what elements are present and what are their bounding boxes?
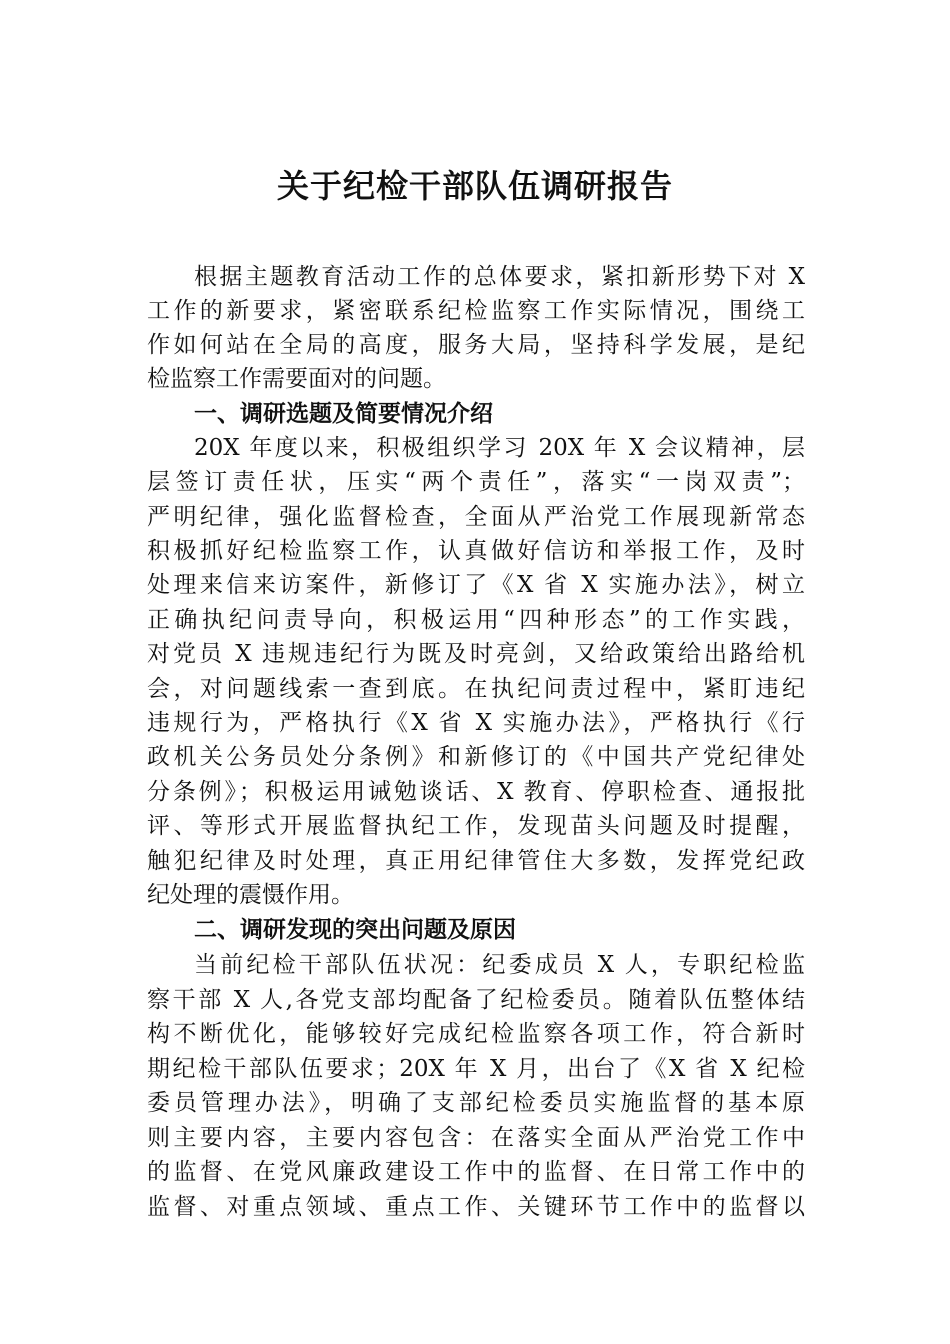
- section2-line-5: 委员管理办法》，明确了支部纪检委员实施监督的基本原: [147, 1090, 805, 1116]
- section2-line-1: 当前纪检干部队伍状况：纪委成员 X 人，专职纪检监: [194, 952, 805, 978]
- section2-line-7: 的监督、在党风廉政建设工作中的监督、在日常工作中的: [147, 1159, 805, 1185]
- section1-line-9: 违规行为，严格执行《X 省 X 实施办法》，严格执行《行: [147, 710, 805, 736]
- section2-line-8: 监督、对重点领域、重点工作、关键环节工作中的监督以: [147, 1194, 805, 1220]
- section1-line-12: 评、等形式开展监督执纪工作，发现苗头问题及时提醒，: [147, 813, 805, 839]
- section2-line-3: 构不断优化，能够较好完成纪检监察各项工作，符合新时: [147, 1021, 805, 1047]
- intro-line-1: 根据主题教育活动工作的总体要求，紧扣新形势下对 X: [194, 264, 805, 290]
- section2-line-4: 期纪检干部队伍要求；20X 年 X 月，出台了《X 省 X 纪检: [147, 1056, 805, 1082]
- section1-line-5: 处理来信来访案件，新修订了《X 省 X 实施办法》，树立: [147, 572, 805, 598]
- intro-line-2: 工作的新要求，紧密联系纪检监察工作实际情况，围绕工: [147, 298, 805, 324]
- section1-heading: 一、调研选题及简要情况介绍: [194, 400, 493, 427]
- section1-line-7: 对党员 X 违规违纪行为既及时亮剑，又给政策给出路给机: [147, 641, 805, 667]
- section1-line-2: 层签订责任状，压实“两个责任”，落实“一岗双责”；: [147, 469, 805, 495]
- section1-line-4: 积极抓好纪检监察工作，认真做好信访和举报工作，及时: [147, 538, 805, 564]
- section1-line-13: 触犯纪律及时处理，真正用纪律管住大多数，发挥党纪政: [147, 848, 805, 874]
- section1-line-11: 分条例》；积极运用诫勉谈话、X 教育、停职检查、通报批: [147, 779, 805, 805]
- section1-line-6: 正确执纪问责导向，积极运用“四种形态”的工作实践，: [147, 607, 805, 633]
- section1-line-14: 纪处理的震慑作用。: [147, 882, 354, 908]
- intro-line-4: 检监察工作需要面对的问题。: [147, 366, 446, 392]
- section1-line-1: 20X 年度以来，积极组织学习 20X 年 X 会议精神，层: [194, 435, 805, 461]
- section2-line-2: 察干部 X 人,各党支部均配备了纪检委员。随着队伍整体结: [147, 987, 805, 1013]
- section2-heading: 二、调研发现的突出问题及原因: [194, 916, 516, 943]
- document-title: 关于纪检干部队伍调研报告: [276, 167, 673, 205]
- section1-line-8: 会，对问题线索一查到底。在执纪问责过程中，紧盯违纪: [147, 676, 805, 702]
- section1-line-10: 政机关公务员处分条例》和新修订的《中国共产党纪律处: [147, 744, 805, 770]
- section1-line-3: 严明纪律，强化监督检查，全面从严治党工作展现新常态: [147, 504, 805, 530]
- section2-line-6: 则主要内容，主要内容包含：在落实全面从严治党工作中: [147, 1125, 805, 1151]
- intro-line-3: 作如何站在全局的高度，服务大局，坚持科学发展，是纪: [147, 332, 805, 358]
